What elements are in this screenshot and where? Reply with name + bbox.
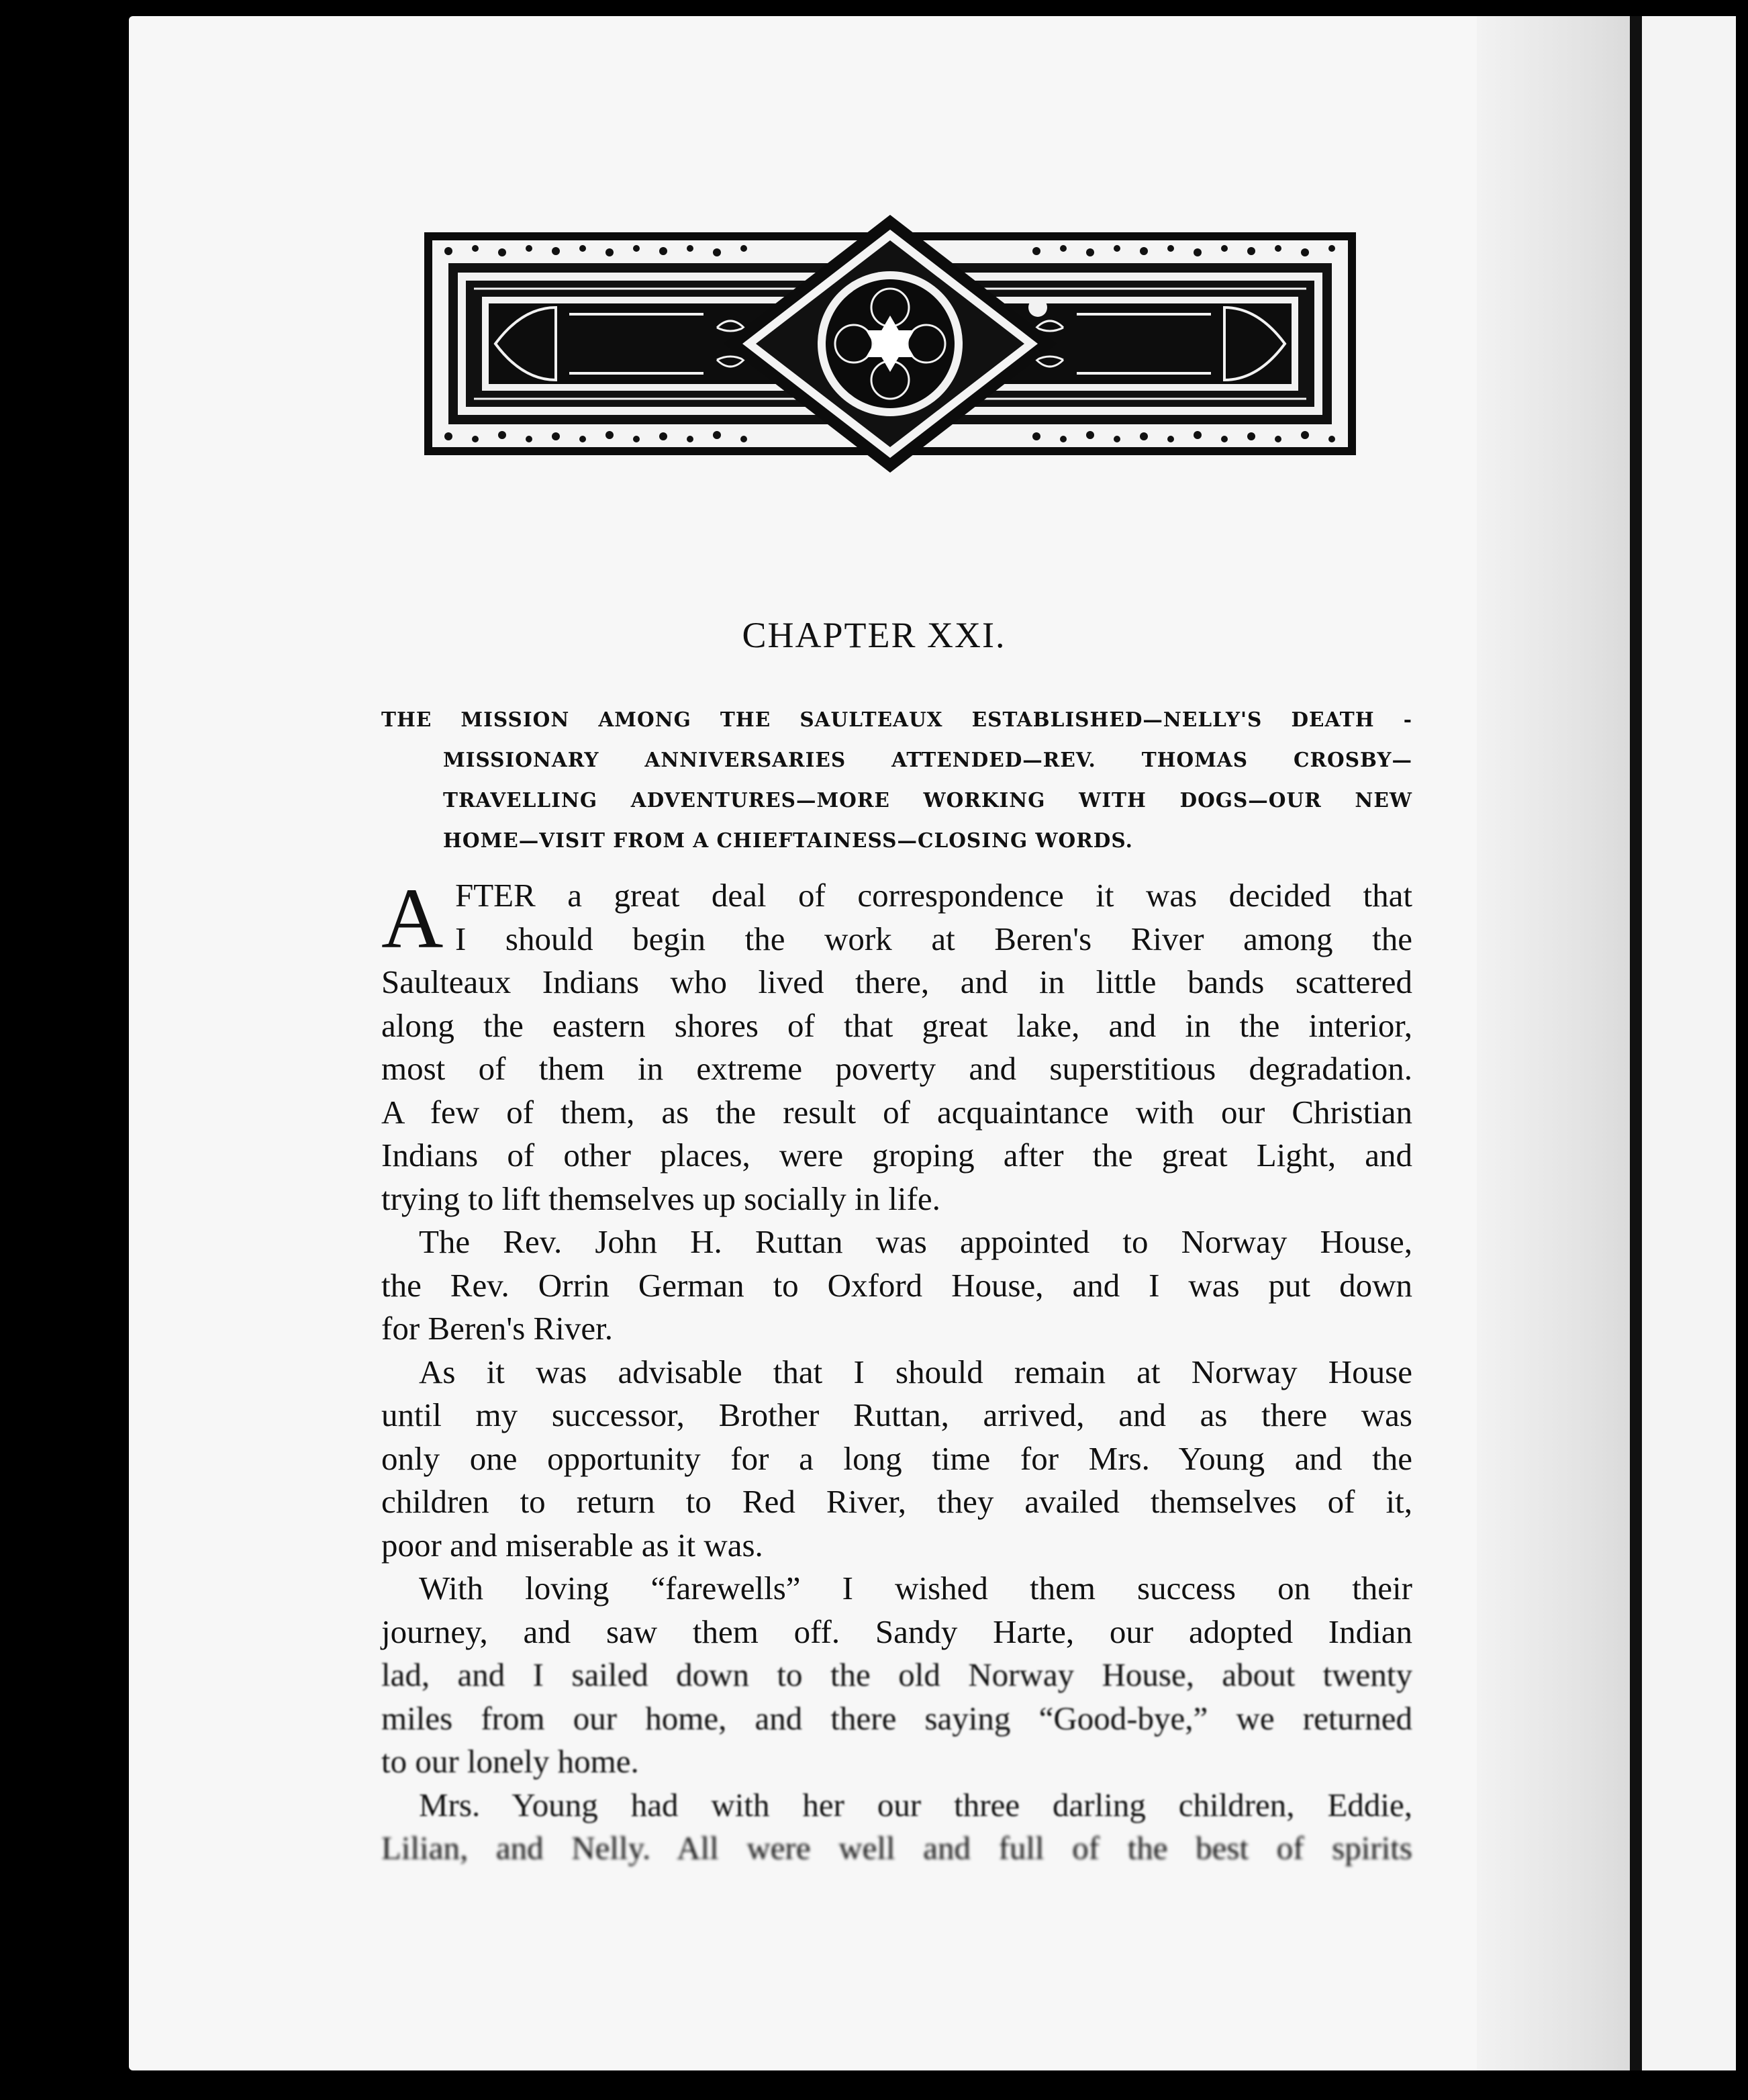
book-spine — [1630, 16, 1642, 2070]
text-line: children to return to Red River, they availed themselves of it, — [381, 1483, 1412, 1520]
text-line: With loving “farewells” I wished them success on their — [419, 1570, 1412, 1607]
text-line: journey, and saw them off. Sandy Harte, our adopted Indian — [381, 1613, 1412, 1650]
text-line: Lilian, and Nelly. All were well and full of the best of spirits — [381, 1829, 1412, 1866]
text-line: for Beren's River. — [381, 1310, 613, 1347]
text-line: A few of them, as the result of acquaintance with our Christian — [381, 1093, 1412, 1131]
text-line: I should begin the work at Beren's River among the — [455, 920, 1412, 957]
page-fold-shadow — [1477, 16, 1643, 2070]
text-line: Mrs. Young had with her our three darling children, Eddie, — [419, 1786, 1412, 1823]
text-line: Indians of other places, were groping after the great Light, and — [381, 1137, 1412, 1174]
chapter-headpiece-ornament — [422, 213, 1359, 474]
text-line: most of them in extreme poverty and superstitious degradation. — [381, 1050, 1412, 1087]
text-line: the Rev. Orrin German to Oxford House, and I was put down — [381, 1266, 1412, 1304]
text-line: only one opportunity for a long time for Mrs. Young and the — [381, 1439, 1412, 1477]
chapter-title: CHAPTER XXI. — [742, 615, 1006, 655]
text-line: until my successor, Brother Ruttan, arrived, and as there was — [381, 1396, 1412, 1433]
text-line: trying to lift themselves up socially in life. — [381, 1180, 940, 1217]
text-line: As it was advisable that I should remain at Norway House — [419, 1353, 1412, 1390]
synopsis-line: HOME—VISIT FROM A CHIEFTAINESS—CLOSING WORDS. — [443, 828, 1133, 852]
facing-page-edge — [1642, 16, 1736, 2070]
synopsis-line: TRAVELLING ADVENTURES—MORE WORKING WITH DOGS—OUR NEW — [443, 788, 1412, 812]
drop-cap: A — [381, 871, 444, 966]
chapter-body — [381, 871, 1412, 1870]
synopsis-line: MISSIONARY ANNIVERSARIES ATTENDED—REV. THOMAS CROSBY— — [443, 748, 1412, 771]
text-line: along the eastern shores of that great lake, and in the interior, — [381, 1006, 1412, 1044]
text-line: lad, and I sailed down to the old Norway House, about twenty — [381, 1656, 1412, 1693]
synopsis-line: THE MISSION AMONG THE SAULTEAUX ESTABLISHED—NELLY'S DEATH - — [381, 708, 1412, 731]
text-line: miles from our home, and there saying “Good-bye,” we returned — [381, 1699, 1412, 1737]
text-line: FTER a great deal of correspondence it was decided that — [455, 877, 1412, 914]
chapter-synopsis — [381, 700, 1412, 861]
text-line: poor and miserable as it was. — [381, 1526, 763, 1564]
text-line: to our lonely home. — [381, 1743, 639, 1780]
text-line: The Rev. John H. Ruttan was appointed to Norway House, — [419, 1223, 1412, 1260]
text-line: Saulteaux Indians who lived there, and in little bands scattered — [381, 963, 1412, 1000]
